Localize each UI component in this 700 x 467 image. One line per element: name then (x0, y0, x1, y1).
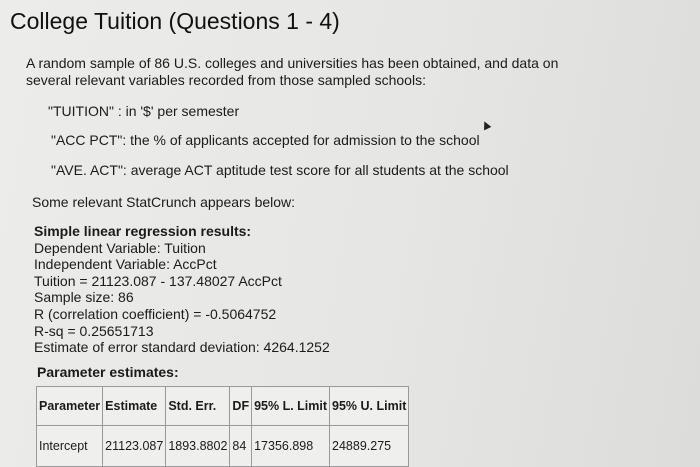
r-squared-line: R-sq = 0.25651713 (34, 322, 154, 339)
column-header: 95% L. Limit (252, 387, 330, 426)
column-header: Estimate (103, 387, 166, 426)
definition-ave-act: "AVE. ACT": average ACT aptitude test score for all students at the school (51, 162, 509, 178)
statcrunch-intro: Some relevant StatCrunch appears below: (32, 194, 296, 210)
regression-equation-line: Tuition = 21123.087 - 137.48027 AccPct (34, 272, 282, 289)
table-cell: 1893.8802 (166, 426, 230, 467)
dependent-variable-line: Dependent Variable: Tuition (34, 239, 206, 256)
regression-results (34, 223, 330, 356)
intro-paragraph: A random sample of 86 U.S. colleges and universities has been obtained, and data on several relevant variables recorded from those sampled schools: (26, 55, 559, 88)
mouse-cursor-icon (481, 120, 492, 131)
table-row (37, 426, 409, 467)
column-header: Parameter (37, 387, 103, 426)
table-cell: Intercept (37, 426, 103, 467)
sample-size-line: Sample size: 86 (34, 289, 134, 306)
column-header: DF (230, 387, 252, 426)
column-header: Std. Err. (166, 387, 230, 426)
parameter-estimates-table (36, 386, 409, 467)
error-sd-line: Estimate of error standard deviation: 4264.1252 (34, 339, 330, 356)
table-cell: 84 (230, 426, 252, 467)
parameter-estimates-heading: Parameter estimates: (37, 364, 179, 380)
regression-heading: Simple linear regression results: (34, 223, 252, 239)
table-header-row (37, 387, 409, 426)
table-cell: 21123.087 (103, 426, 166, 467)
independent-variable-line: Independent Variable: AccPct (34, 256, 217, 273)
definition-tuition: "TUITION" : in '$' per semester (48, 103, 240, 119)
column-header: 95% U. Limit (330, 387, 409, 426)
page-title: College Tuition (Questions 1 - 4) (10, 8, 340, 34)
table-cell: 17356.898 (252, 426, 330, 467)
correlation-line: R (correlation coefficient) = -0.5064752 (34, 305, 277, 322)
definition-acc-pct: "ACC PCT": the % of applicants accepted for admission to the school (51, 132, 480, 148)
table-cell: 24889.275 (330, 426, 409, 467)
